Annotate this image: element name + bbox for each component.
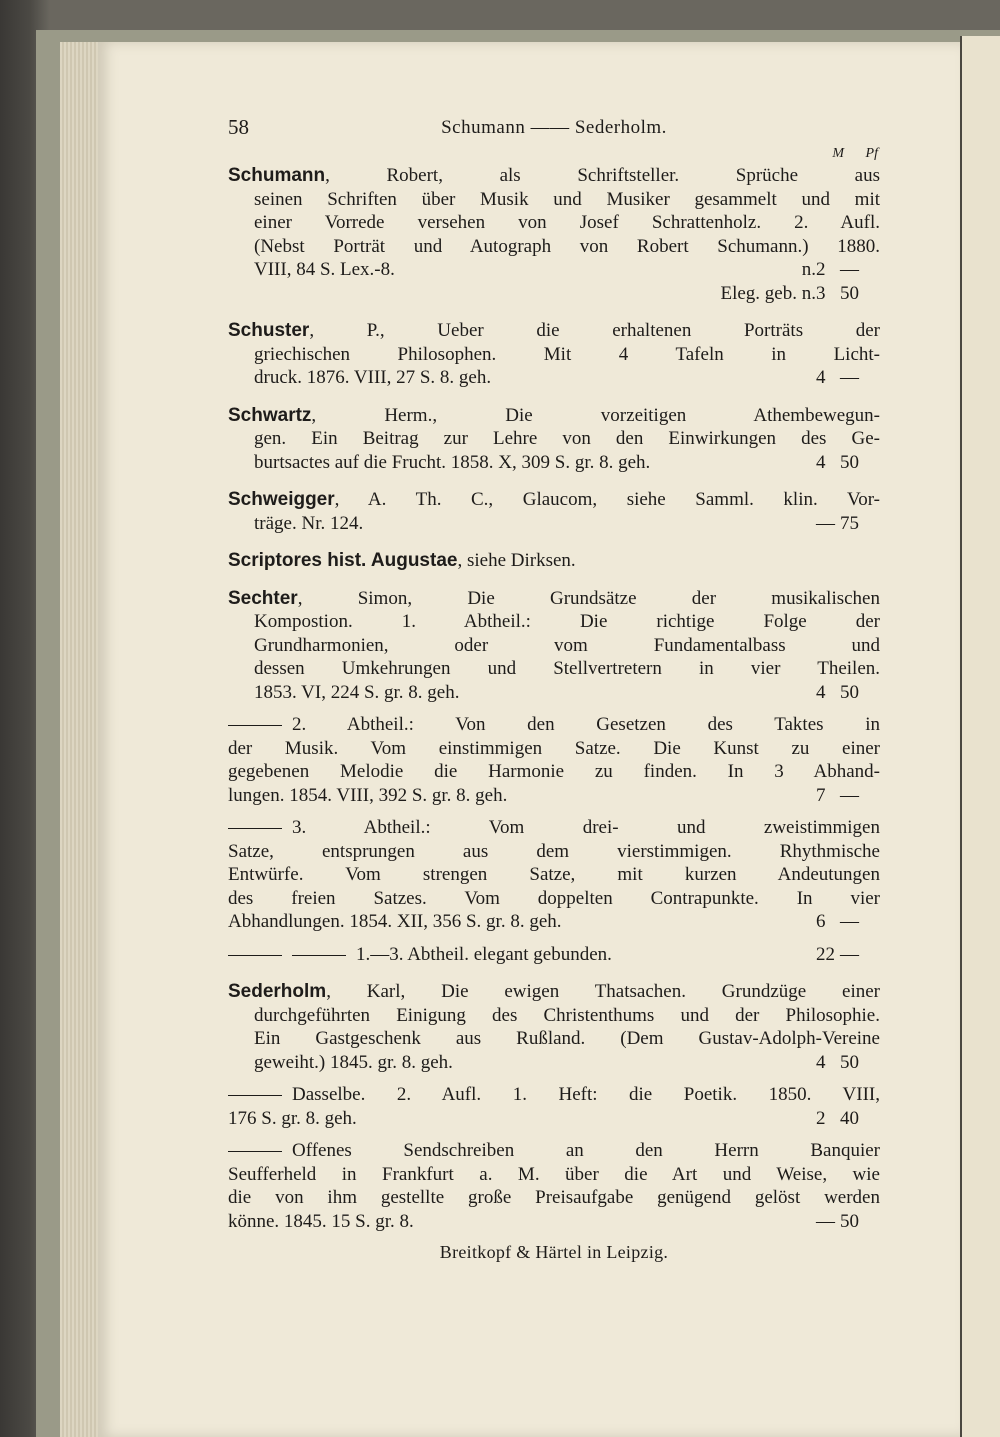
entry-price <box>816 1107 880 1131</box>
entry-line <box>228 910 880 934</box>
entry-line <box>254 451 880 475</box>
entry-author-name: Sechter <box>228 587 298 609</box>
entry-line <box>254 1051 880 1075</box>
price-mark: 22 <box>816 943 835 965</box>
entry-price <box>816 1051 880 1075</box>
price-mark: — <box>816 1210 835 1232</box>
price-pf: — <box>840 911 859 932</box>
publisher-footer: Breitkopf & Härtel in Leipzig. <box>439 1242 669 1262</box>
ditto-dash <box>228 1095 282 1096</box>
entry-line: seinen Schriften über Musik und Musiker gesammelt und mit <box>254 188 880 210</box>
entry-price <box>816 910 880 934</box>
price-mark: 3 <box>816 282 826 304</box>
price-mark: 4 <box>816 1051 826 1073</box>
entry-line-text: 1.—3. Abtheil. elegant gebunden. <box>356 943 612 965</box>
running-title: Schumann —— Sederholm. <box>441 117 667 138</box>
entry-author-name: Scriptores hist. Augustae <box>228 550 458 571</box>
entry-line: durchgeführten Einigung des Christenthums und der Philosophie. <box>254 1004 880 1026</box>
entry-price-bound <box>720 282 880 306</box>
entry-price <box>816 943 880 967</box>
catalog-entry-schwartz <box>228 404 880 475</box>
entry-line-text: lungen. 1854. VIII, 392 S. gr. 8. geh. <box>228 784 508 806</box>
price-pf: 50 <box>840 451 859 473</box>
price-pf: 50 <box>840 282 859 304</box>
entry-line-text: könne. 1845. 15 S. gr. 8. <box>228 1210 414 1232</box>
catalog-entry-schweigger <box>228 488 880 535</box>
entry-line-text: träge. Nr. 124. <box>254 512 364 534</box>
entry-line-text: VIII, 84 S. Lex.-8. <box>254 259 395 280</box>
ditto-dash <box>228 725 282 726</box>
entry-line: Grundharmonien, oder vom Fundamentalbass und <box>254 634 880 656</box>
entry-price <box>816 681 880 705</box>
price-mark: — <box>816 512 835 534</box>
entry-line <box>228 1107 880 1131</box>
entry-line-text: druck. 1876. VIII, 27 S. 8. geh. <box>254 367 492 388</box>
entry-line <box>254 258 880 282</box>
price-mark: 4 <box>816 451 826 473</box>
entry-line-text: 2. Abtheil.: Von den Gesetzen des Taktes in <box>292 714 880 735</box>
price-mark: 6 <box>816 911 826 932</box>
entry-line: (Nebst Porträt und Autograph von Robert Schumann.) 1880. <box>254 235 880 257</box>
price-pf: 50 <box>840 1051 859 1073</box>
entry-author-name: Schwartz <box>228 404 312 426</box>
entry-line: Satze, entsprungen aus dem vierstimmigen. Rhythmische <box>228 840 880 862</box>
price-note: Eleg. geb. n. <box>720 282 816 304</box>
entry-line: Scriptores hist. Augustae, siehe Dirksen. <box>228 550 576 571</box>
entry-line: Schwartz, Herm., Die vorzeitigen Athembewegun- <box>228 404 880 426</box>
price-note: n. <box>801 259 816 280</box>
entry-line <box>254 681 880 705</box>
price-pf: — <box>840 259 859 280</box>
entry-line: die von ihm gestellte große Preisaufgabe genügend gelöst werden <box>228 1187 880 1208</box>
page-header <box>228 110 880 142</box>
catalog-entry-sechter-part-2 <box>228 713 880 807</box>
entry-line: einer Vorrede versehen von Josef Schrattenholz. 2. Aufl. <box>254 212 880 233</box>
entry-line <box>228 1083 880 1107</box>
price-pf: 40 <box>840 1107 859 1129</box>
entry-line <box>228 713 880 737</box>
entry-price <box>816 451 880 475</box>
catalog-entry-schumann <box>228 164 880 305</box>
entry-line: Sederholm, Karl, Die ewigen Thatsachen. Grundzüge einer <box>228 981 880 1002</box>
entry-line: gegebenen Melodie die Harmonie zu finden. In 3 Abhand- <box>228 761 880 782</box>
price-mark: 7 <box>816 784 826 806</box>
entry-line-text: Offenes Sendschreiben an den Herrn Banquier <box>292 1140 880 1161</box>
price-pf: — <box>840 784 859 806</box>
entry-line: der Musik. Vom einstimmigen Satze. Die Kunst zu einer <box>228 737 880 759</box>
catalog-entry-sederholm <box>228 980 880 1074</box>
price-pf: 50 <box>840 681 859 703</box>
price-mark: 4 <box>816 681 826 703</box>
entry-line: Schuster, P., Ueber die erhaltenen Porträts der <box>228 320 880 341</box>
entry-line: Ein Gastgeschenk aus Rußland. (Dem Gustav-Adolph-Vereine <box>254 1028 880 1049</box>
entry-price <box>816 512 880 536</box>
catalog-entry-sederholm-poetik <box>228 1083 880 1130</box>
entry-line <box>228 943 880 967</box>
entry-line: Schumann, Robert, als Schriftsteller. Sprüche aus <box>228 165 880 186</box>
entry-author-name: Schuster <box>228 320 310 341</box>
page-number: 58 <box>228 115 249 139</box>
entry-price <box>816 784 880 808</box>
currency-columns <box>228 142 880 164</box>
price-mark: 4 <box>816 367 826 388</box>
entry-line: gen. Ein Beitrag zur Lehre von den Einwirkungen des Ge- <box>254 428 880 449</box>
catalog-entry-sederholm-sendschreiben <box>228 1139 880 1233</box>
currency-pf-label: Pf <box>865 146 878 161</box>
catalog-entry-sechter-part-3 <box>228 816 880 934</box>
catalog-entry-scriptores <box>228 549 880 573</box>
entry-price <box>816 1210 880 1234</box>
entry-line <box>228 1139 880 1163</box>
entry-line-text: geweiht.) 1845. gr. 8. geh. <box>254 1051 453 1073</box>
entry-line-text: Dasselbe. 2. Aufl. 1. Heft: die Poetik. 1850. VIII, <box>292 1084 880 1105</box>
entry-line: Entwürfe. Vom strengen Satze, mit kurzen Andeutungen <box>228 864 880 885</box>
entry-line-text: burtsactes auf die Frucht. 1858. X, 309 S. gr. 8. geh. <box>254 451 651 473</box>
entry-line <box>254 512 880 536</box>
entry-line <box>228 816 880 840</box>
entry-line: griechischen Philosophen. Mit 4 Tafeln in Licht- <box>254 343 880 365</box>
entry-line <box>228 784 880 808</box>
entry-line <box>228 1210 880 1234</box>
catalog-entry-sechter-bound <box>228 943 880 967</box>
entry-line: Schweigger, A. Th. C., Glaucom, siehe Samml. klin. Vor- <box>228 489 880 510</box>
price-pf: — <box>840 943 859 965</box>
entry-line-text: 176 S. gr. 8. geh. <box>228 1107 357 1129</box>
entry-line: Sechter, Simon, Die Grundsätze der musikalischen <box>228 587 880 609</box>
page-edges <box>60 42 100 1437</box>
entry-line <box>254 282 880 306</box>
entry-author-name: Schweigger <box>228 489 335 510</box>
entry-price <box>816 366 880 390</box>
entry-author-name: Sederholm <box>228 981 327 1002</box>
ditto-dash <box>228 1151 282 1152</box>
ditto-dash <box>228 828 282 829</box>
entry-line: Seufferheld in Frankfurt a. M. über die Art und Weise, wie <box>228 1163 880 1185</box>
entry-line-text: 3. Abtheil.: Vom drei- und zweistimmigen <box>292 817 880 838</box>
entry-line <box>254 366 880 390</box>
price-pf: — <box>840 367 859 388</box>
price-pf: 50 <box>840 1210 859 1232</box>
catalog-entry-sechter <box>228 587 880 705</box>
ditto-dash <box>228 955 282 956</box>
ditto-dash <box>292 955 346 956</box>
entry-author-name: Schumann <box>228 165 326 186</box>
entry-line: dessen Umkehrungen und Stellvertretern in vier Theilen. <box>254 658 880 679</box>
page-content <box>228 110 880 1265</box>
entry-line-text: 1853. VI, 224 S. gr. 8. geh. <box>254 681 460 703</box>
entry-line-text: Abhandlungen. 1854. XII, 356 S. gr. 8. geh. <box>228 911 562 932</box>
facing-page-edge <box>960 36 1000 1437</box>
price-pf: 75 <box>840 512 859 534</box>
price-mark: 2 <box>816 1107 826 1129</box>
currency-mark-label: M <box>832 146 844 161</box>
entry-line: des freien Satzes. Vom doppelten Contrapunkte. In vier <box>228 887 880 909</box>
entry-price <box>802 258 880 282</box>
entry-line: Kompostion. 1. Abtheil.: Die richtige Folge der <box>254 611 880 632</box>
price-mark: 2 <box>816 259 826 280</box>
catalog-entry-schuster <box>228 319 880 390</box>
